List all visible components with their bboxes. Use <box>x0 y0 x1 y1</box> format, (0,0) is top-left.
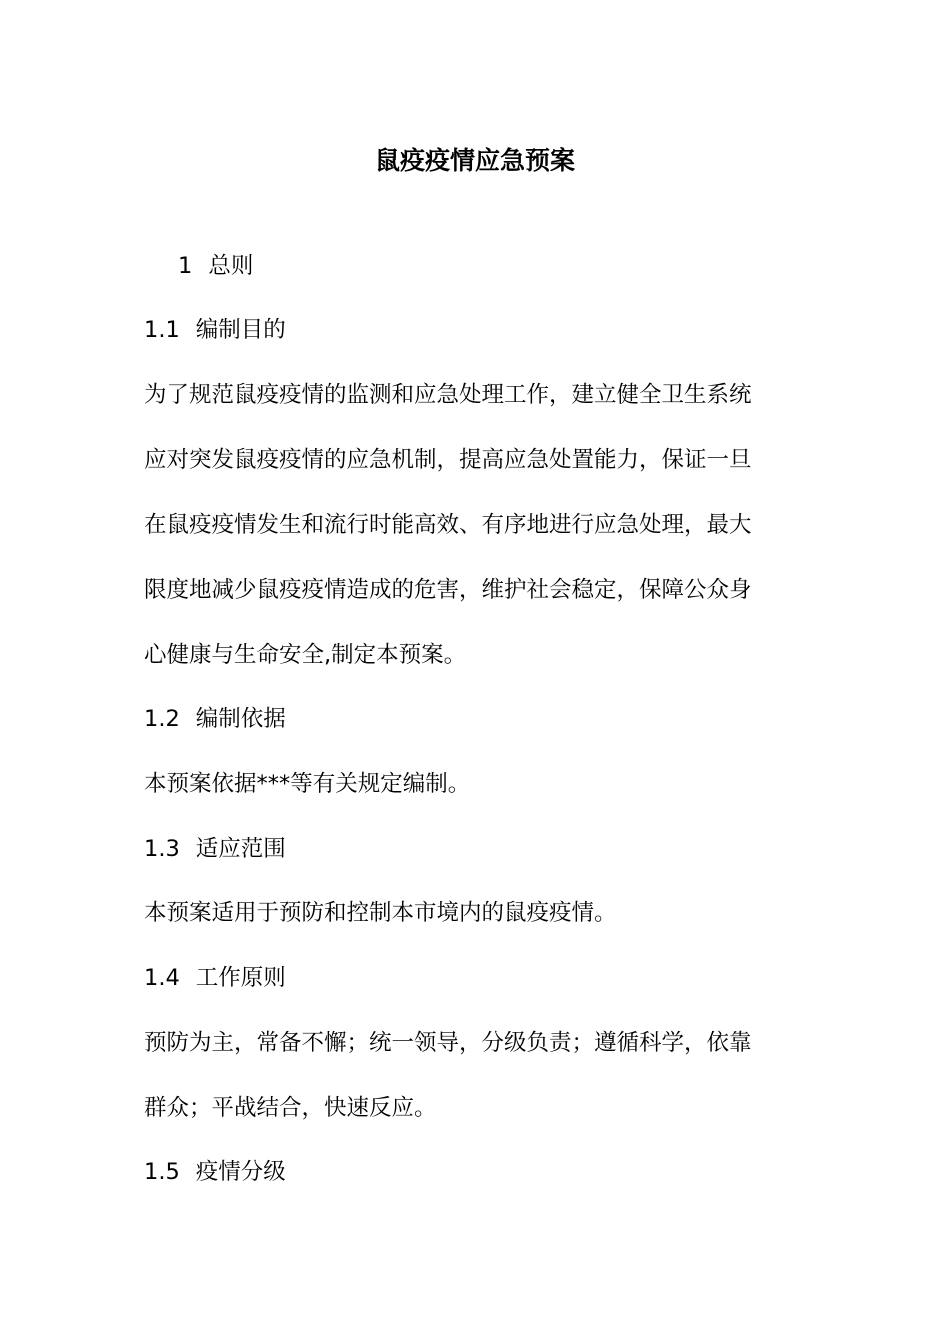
chapter-number: 1 <box>178 253 193 279</box>
section-title: 编制依据 <box>195 706 286 732</box>
section-title: 疫情分级 <box>195 1159 286 1185</box>
document-title: 鼠疫疫情应急预案 <box>374 146 575 175</box>
chapter-title: 总则 <box>208 253 254 279</box>
paragraph-line: 心健康与生命安全,制定本预案。 <box>144 642 467 668</box>
section-title: 工作原则 <box>195 965 286 991</box>
paragraph-line: 在鼠疫疫情发生和流行时能高效、有序地进行应急处理，最大 <box>144 512 752 538</box>
section-number: 1.1 <box>144 317 180 343</box>
scope-paragraph: 本预案适用于预防和控制本市境内的鼠疫疫情。 <box>144 900 617 926</box>
basis-paragraph: 本预案依据***等有关规定编制。 <box>144 771 471 797</box>
paragraph-line: 限度地减少鼠疫疫情造成的危害，维护社会稳定，保障公众身 <box>144 577 752 603</box>
section-heading-1-3 <box>144 833 814 865</box>
paragraph-line: 应对突发鼠疫疫情的应急机制，提高应急处置能力，保证一旦 <box>144 447 752 473</box>
section-number: 1.2 <box>144 706 180 732</box>
section-heading-1-5 <box>144 1156 814 1188</box>
paragraph-line: 为了规范鼠疫疫情的监测和应急处理工作，建立健全卫生系统 <box>144 382 752 408</box>
section-number: 1.3 <box>144 836 180 862</box>
section-title: 编制目的 <box>195 317 286 343</box>
section-number: 1.5 <box>144 1159 180 1185</box>
section-heading-1-1 <box>144 314 814 346</box>
paragraph-line: 预防为主，常备不懈；统一领导，分级负责；遵循科学，依靠 <box>144 1030 752 1056</box>
section-heading-1-4 <box>144 962 814 994</box>
section-title: 适应范围 <box>195 836 286 862</box>
paragraph-line: 群众；平战结合，快速反应。 <box>144 1095 437 1121</box>
chapter-heading <box>178 250 848 282</box>
section-number: 1.4 <box>144 965 180 991</box>
section-heading-1-2 <box>144 703 814 735</box>
